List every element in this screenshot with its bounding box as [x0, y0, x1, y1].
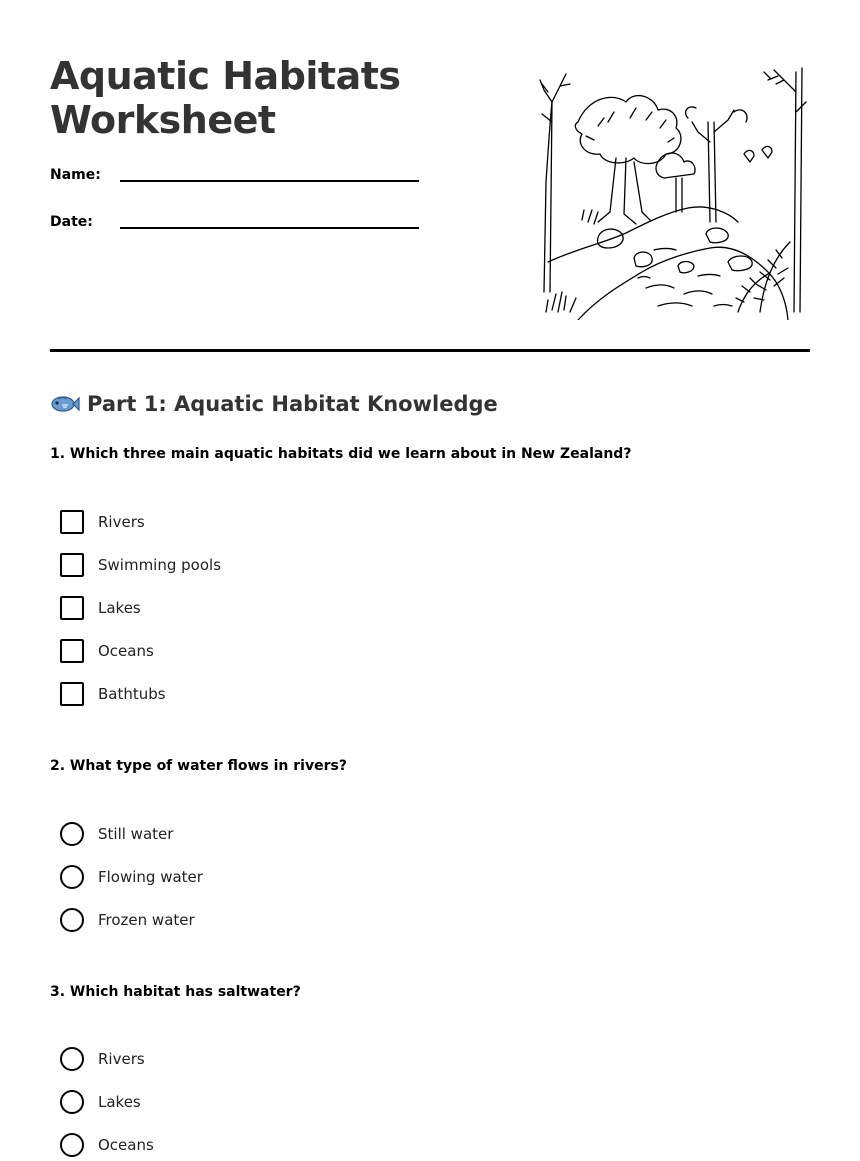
q2-option-frozen-water[interactable]: [60, 907, 195, 933]
radio-button[interactable]: [60, 908, 84, 932]
name-label: Name:: [50, 167, 101, 183]
option-label: Oceans: [98, 642, 154, 660]
header-divider: [50, 349, 810, 352]
question-2-text: 2. What type of water flows in rivers?: [50, 758, 347, 774]
question-1-text: 1. Which three main aquatic habitats did we learn about in New Zealand?: [50, 446, 632, 462]
option-label: Bathtubs: [98, 685, 166, 703]
checkbox[interactable]: [60, 639, 84, 663]
radio-button[interactable]: [60, 1047, 84, 1071]
radio-button[interactable]: [60, 865, 84, 889]
title-line-2: Worksheet: [50, 98, 276, 142]
name-field-row: [50, 166, 430, 190]
name-input-line[interactable]: [120, 180, 419, 182]
q1-option-swimming-pools[interactable]: [60, 552, 221, 578]
q3-option-lakes[interactable]: [60, 1089, 141, 1115]
title-line-1: Aquatic Habitats: [50, 54, 401, 98]
forest-stream-illustration: [538, 62, 810, 320]
checkbox[interactable]: [60, 553, 84, 577]
page-title: [50, 54, 470, 142]
part-1-heading: [50, 389, 498, 419]
q1-option-rivers[interactable]: [60, 509, 145, 535]
date-input-line[interactable]: [120, 227, 419, 229]
q1-option-lakes[interactable]: [60, 595, 141, 621]
option-label: Rivers: [98, 1050, 145, 1068]
option-label: Rivers: [98, 513, 145, 531]
q1-option-bathtubs[interactable]: [60, 681, 166, 707]
q2-option-flowing-water[interactable]: [60, 864, 203, 890]
q3-option-oceans[interactable]: [60, 1132, 154, 1158]
q1-option-oceans[interactable]: [60, 638, 154, 664]
option-label: Lakes: [98, 599, 141, 617]
date-label: Date:: [50, 214, 93, 230]
radio-button[interactable]: [60, 822, 84, 846]
question-3-text: 3. Which habitat has saltwater?: [50, 984, 301, 1000]
option-label: Oceans: [98, 1136, 154, 1154]
radio-button[interactable]: [60, 1090, 84, 1114]
q3-option-rivers[interactable]: [60, 1046, 145, 1072]
radio-button[interactable]: [60, 1133, 84, 1157]
q2-option-still-water[interactable]: [60, 821, 173, 847]
part-1-title: Part 1: Aquatic Habitat Knowledge: [87, 392, 498, 416]
option-label: Swimming pools: [98, 556, 222, 574]
date-field-row: [50, 213, 430, 237]
checkbox[interactable]: [60, 682, 84, 706]
checkbox[interactable]: [60, 596, 84, 620]
option-label: Lakes: [98, 1093, 141, 1111]
option-label: Still water: [98, 825, 174, 843]
fish-icon: [50, 393, 80, 415]
option-label: Frozen water: [98, 911, 195, 929]
option-label: Flowing water: [98, 868, 203, 886]
checkbox[interactable]: [60, 510, 84, 534]
